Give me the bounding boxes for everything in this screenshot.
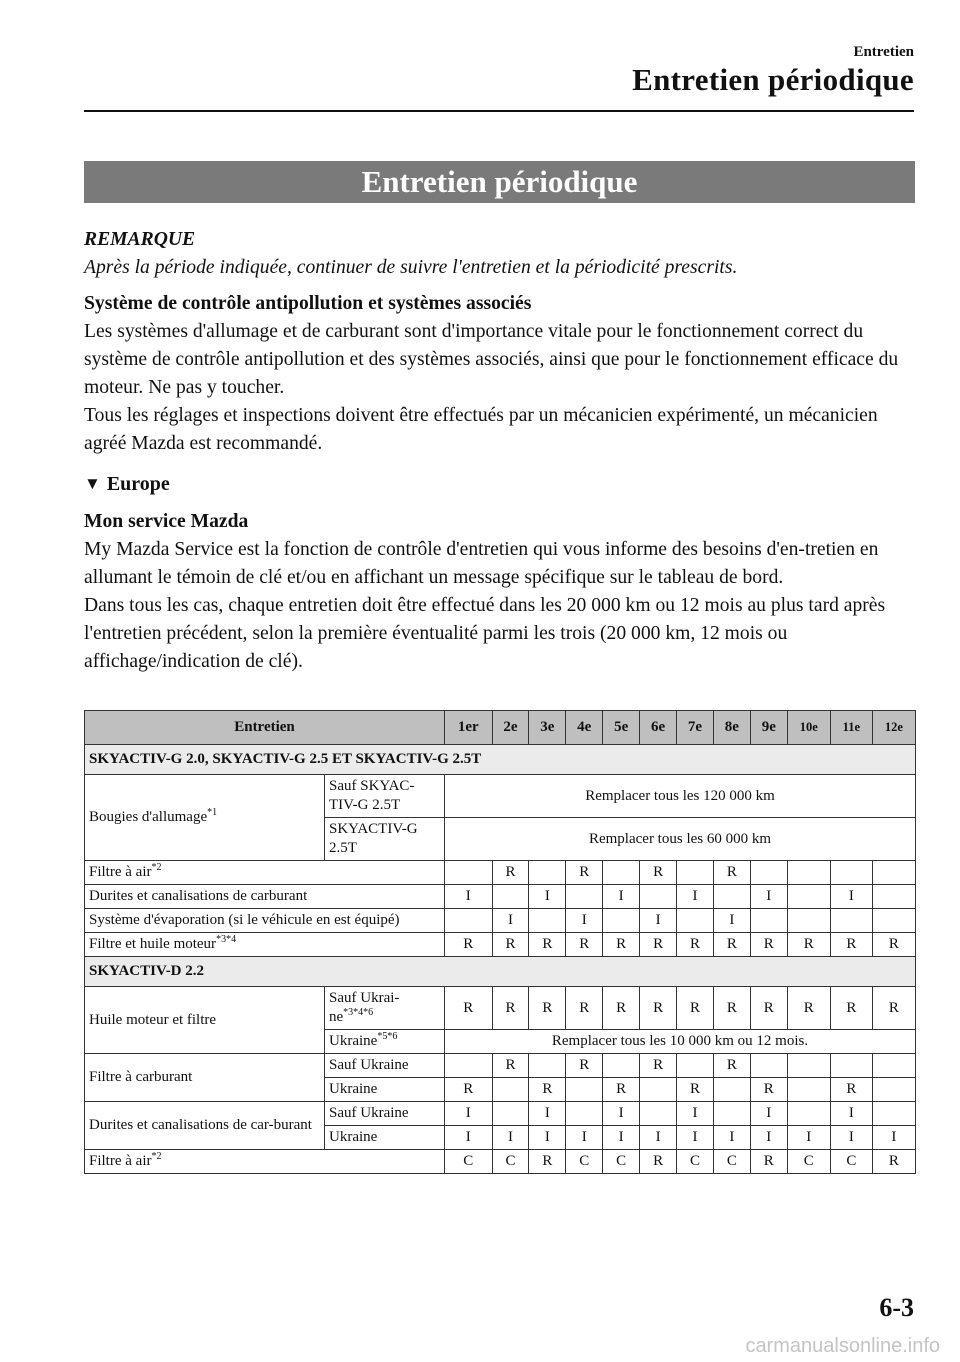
table-header-row xyxy=(85,711,916,745)
interval-cell: R xyxy=(640,1150,677,1174)
item-cell xyxy=(85,861,445,885)
interval-cell xyxy=(750,1054,787,1078)
table-header-interval: 2e xyxy=(492,711,529,745)
interval-cell: I xyxy=(677,1102,714,1126)
interval-cell: R xyxy=(677,933,714,957)
table-header-interval: 7e xyxy=(677,711,714,745)
interval-cell xyxy=(677,909,714,933)
item-cell xyxy=(85,909,445,933)
table-row xyxy=(85,987,916,1030)
interval-cell xyxy=(787,1054,830,1078)
interval-cell xyxy=(529,909,566,933)
table-row xyxy=(85,933,916,957)
interval-cell: R xyxy=(830,987,872,1030)
footnote-ref: *5*6 xyxy=(377,1031,398,1042)
interval-cell: R xyxy=(445,1078,493,1102)
interval-cell: I xyxy=(677,885,714,909)
interval-cell: R xyxy=(603,987,640,1030)
interval-cell: I xyxy=(492,909,529,933)
interval-cell: C xyxy=(492,1150,529,1174)
cell-label: Filtre à air xyxy=(89,864,152,880)
cell-label: Sauf SKYAC-TIV-G 2.5T xyxy=(329,778,415,813)
interval-cell xyxy=(713,1102,750,1126)
interval-cell: R xyxy=(445,933,493,957)
interval-cell: I xyxy=(872,1126,915,1150)
interval-cell xyxy=(566,1078,603,1102)
table-header-interval: 5e xyxy=(603,711,640,745)
table-section-row xyxy=(85,745,916,775)
table-row xyxy=(85,1150,916,1174)
variant-cell xyxy=(325,1030,445,1054)
interval-cell xyxy=(830,909,872,933)
interval-cell: R xyxy=(492,987,529,1030)
mazda-service-title: Mon service Mazda xyxy=(84,511,249,532)
cell-label: Sauf Ukrai-ne xyxy=(329,990,400,1025)
table-row xyxy=(85,1102,916,1126)
header-rule xyxy=(84,110,914,112)
variant-cell xyxy=(325,1078,445,1102)
interval-cell xyxy=(677,1054,714,1078)
table-header-interval: 1er xyxy=(445,711,493,745)
section-title: SKYACTIV-D 2.2 xyxy=(85,957,916,987)
interval-cell: I xyxy=(445,885,493,909)
interval-cell xyxy=(787,861,830,885)
cell-label: SKYACTIV-G 2.5T xyxy=(329,821,418,856)
footnote-ref: *2 xyxy=(151,862,162,873)
table-header-entretien: Entretien xyxy=(85,711,445,745)
interval-cell: I xyxy=(640,1126,677,1150)
interval-cell: R xyxy=(640,1054,677,1078)
cell-label: Ukraine xyxy=(329,1129,378,1145)
item-cell xyxy=(85,1054,325,1102)
interval-cell xyxy=(603,861,640,885)
variant-cell xyxy=(325,818,445,861)
interval-cell: I xyxy=(750,885,787,909)
interval-cell: R xyxy=(566,933,603,957)
interval-cell: R xyxy=(492,861,529,885)
emission-paragraph-2: Tous les réglages et inspections doivent être effectués par un mécanicien expérimenté, un mécanicien agréé Mazda est recommandé. xyxy=(84,405,878,454)
interval-cell: R xyxy=(872,933,915,957)
interval-cell: I xyxy=(492,1126,529,1150)
interval-cell: R xyxy=(529,1078,566,1102)
variant-cell xyxy=(325,1054,445,1078)
interval-cell: I xyxy=(713,909,750,933)
cell-label: Durites et canalisations de carburant xyxy=(89,888,308,904)
interval-cell: R xyxy=(750,1150,787,1174)
interval-cell xyxy=(713,1078,750,1102)
interval-cell: I xyxy=(750,1126,787,1150)
table-row xyxy=(85,885,916,909)
table-header-interval: 8e xyxy=(713,711,750,745)
interval-cell: R xyxy=(603,933,640,957)
interval-cell xyxy=(603,909,640,933)
interval-cell xyxy=(566,1102,603,1126)
interval-cell: I xyxy=(713,1126,750,1150)
interval-cell xyxy=(750,909,787,933)
page-number: 6-3 xyxy=(879,1293,914,1322)
interval-cell: C xyxy=(787,1150,830,1174)
table-row xyxy=(85,861,916,885)
interval-cell xyxy=(872,861,915,885)
interval-cell: R xyxy=(640,987,677,1030)
interval-cell xyxy=(872,885,915,909)
interval-cell xyxy=(830,1054,872,1078)
interval-cell: I xyxy=(529,1102,566,1126)
interval-cell: I xyxy=(603,885,640,909)
interval-cell xyxy=(872,909,915,933)
interval-cell: R xyxy=(750,987,787,1030)
interval-cell: I xyxy=(445,1126,493,1150)
interval-cell: R xyxy=(566,1054,603,1078)
interval-cell: I xyxy=(830,1126,872,1150)
cell-label: Durites et canalisations de car-burant xyxy=(89,1117,312,1133)
interval-cell: R xyxy=(492,933,529,957)
interval-cell: I xyxy=(830,885,872,909)
interval-cell: R xyxy=(713,933,750,957)
interval-cell xyxy=(640,1078,677,1102)
table-body xyxy=(85,745,916,1174)
interval-cell: C xyxy=(677,1150,714,1174)
table-row xyxy=(85,775,916,818)
table-header-interval: 9e xyxy=(750,711,787,745)
interval-cell xyxy=(640,1102,677,1126)
interval-cell: I xyxy=(750,1102,787,1126)
interval-cell: C xyxy=(830,1150,872,1174)
interval-cell xyxy=(492,885,529,909)
interval-cell: R xyxy=(603,1078,640,1102)
interval-cell xyxy=(677,861,714,885)
table-header-interval: 10e xyxy=(787,711,830,745)
interval-cell: C xyxy=(445,1150,493,1174)
remark-title: REMARQUE xyxy=(84,229,196,250)
interval-cell: R xyxy=(713,987,750,1030)
interval-cell: I xyxy=(566,909,603,933)
europe-heading xyxy=(84,470,915,498)
interval-cell: I xyxy=(603,1102,640,1126)
interval-cell: R xyxy=(529,987,566,1030)
watermark: carmanualsonline.info xyxy=(745,1335,940,1357)
interval-cell: R xyxy=(677,987,714,1030)
section-title: SKYACTIV-G 2.0, SKYACTIV-G 2.5 ET SKYACTIV-G 2.5T xyxy=(85,745,916,775)
interval-cell xyxy=(787,885,830,909)
interval-cell: R xyxy=(830,933,872,957)
variant-cell xyxy=(325,1126,445,1150)
cell-label: Ukraine xyxy=(329,1033,378,1049)
span-cell: Remplacer tous les 120 000 km xyxy=(445,775,916,818)
item-cell xyxy=(85,1150,445,1174)
header-title: Entretien périodique xyxy=(632,62,914,97)
mazda-service-paragraph-2: Dans tous les cas, chaque entretien doit être effectué dans les 20 000 km ou 12 mois au plus tard après l'entretien précédent, selon la première éventualité parmi les trois (20 000 km, 12 mois ou affichage/indication de clé). xyxy=(84,595,886,672)
interval-cell: I xyxy=(529,1126,566,1150)
cell-label: Sauf Ukraine xyxy=(329,1105,409,1121)
span-cell: Remplacer tous les 10 000 km ou 12 mois. xyxy=(445,1030,916,1054)
interval-cell: R xyxy=(566,987,603,1030)
interval-cell xyxy=(750,861,787,885)
interval-cell: R xyxy=(713,861,750,885)
table-header-interval: 3e xyxy=(529,711,566,745)
interval-cell xyxy=(787,1102,830,1126)
interval-cell xyxy=(445,1054,493,1078)
item-cell xyxy=(85,933,445,957)
cell-label: Filtre à carburant xyxy=(89,1069,193,1085)
footnote-ref: *1 xyxy=(207,807,218,818)
table-header-interval: 4e xyxy=(566,711,603,745)
cell-label: Ukraine xyxy=(329,1081,378,1097)
interval-cell: I xyxy=(787,1126,830,1150)
interval-cell xyxy=(787,1078,830,1102)
interval-cell xyxy=(445,861,493,885)
interval-cell xyxy=(872,1102,915,1126)
interval-cell: R xyxy=(640,861,677,885)
interval-cell: C xyxy=(603,1150,640,1174)
interval-cell xyxy=(872,1078,915,1102)
table-row xyxy=(85,909,916,933)
variant-cell xyxy=(325,775,445,818)
triangle-down-icon: ▼ xyxy=(84,474,101,493)
interval-cell xyxy=(492,1078,529,1102)
table-header-interval: 11e xyxy=(830,711,872,745)
interval-cell xyxy=(640,885,677,909)
interval-cell: R xyxy=(713,1054,750,1078)
interval-cell: R xyxy=(787,933,830,957)
table-row xyxy=(85,1054,916,1078)
remark-text: Après la période indiquée, continuer de suivre l'entretien et la périodicité prescrits. xyxy=(84,257,738,278)
footnote-ref: *3*4*6 xyxy=(343,1007,374,1018)
section-banner: Entretien périodique xyxy=(84,161,915,203)
table-header-interval: 12e xyxy=(872,711,915,745)
interval-cell: I xyxy=(830,1102,872,1126)
interval-cell: R xyxy=(750,1078,787,1102)
cell-label: Huile moteur et filtre xyxy=(89,1011,217,1028)
interval-cell: I xyxy=(677,1126,714,1150)
cell-label: Filtre et huile moteur xyxy=(89,936,217,952)
emission-paragraph-1: Les systèmes d'allumage et de carburant sont d'importance vitale pour le fonctionnement correct du système de contrôle antipollution et des systèmes associés, ainsi que pour le fonctionnement efficace du moteur. Ne pas y toucher. xyxy=(84,321,899,398)
interval-cell: R xyxy=(529,1150,566,1174)
footnote-ref: *2 xyxy=(151,1151,162,1162)
interval-cell: I xyxy=(529,885,566,909)
europe-label: Europe xyxy=(106,473,170,495)
item-cell xyxy=(85,885,445,909)
cell-label: Filtre à air xyxy=(89,1153,152,1169)
interval-cell xyxy=(492,1102,529,1126)
interval-cell: I xyxy=(603,1126,640,1150)
interval-cell xyxy=(529,861,566,885)
interval-cell: R xyxy=(872,987,915,1030)
interval-cell: R xyxy=(787,987,830,1030)
table-section-row xyxy=(85,957,916,987)
cell-label: Bougies d'allumage xyxy=(89,809,208,825)
cell-label: Sauf Ukraine xyxy=(329,1057,409,1073)
interval-cell: R xyxy=(677,1078,714,1102)
item-cell xyxy=(85,987,325,1054)
variant-cell xyxy=(325,1102,445,1126)
interval-cell: I xyxy=(566,1126,603,1150)
interval-cell: I xyxy=(640,909,677,933)
interval-cell xyxy=(872,1054,915,1078)
footnote-ref: *3*4 xyxy=(216,934,237,945)
interval-cell xyxy=(529,1054,566,1078)
interval-cell: C xyxy=(713,1150,750,1174)
interval-cell: R xyxy=(492,1054,529,1078)
interval-cell: R xyxy=(640,933,677,957)
interval-cell: R xyxy=(529,933,566,957)
interval-cell: C xyxy=(566,1150,603,1174)
interval-cell: I xyxy=(445,1102,493,1126)
interval-cell xyxy=(445,909,493,933)
header-section: Entretien xyxy=(853,44,914,60)
cell-label: Système d'évaporation (si le véhicule en est équipé) xyxy=(89,912,400,928)
interval-cell xyxy=(713,885,750,909)
interval-cell xyxy=(603,1054,640,1078)
variant-cell xyxy=(325,987,445,1030)
interval-cell: R xyxy=(830,1078,872,1102)
interval-cell: R xyxy=(872,1150,915,1174)
interval-cell xyxy=(787,909,830,933)
table-header-interval: 6e xyxy=(640,711,677,745)
span-cell: Remplacer tous les 60 000 km xyxy=(445,818,916,861)
content xyxy=(84,226,915,676)
item-cell xyxy=(85,1102,325,1150)
item-cell xyxy=(85,775,325,861)
emission-title: Système de contrôle antipollution et systèmes associés xyxy=(84,293,532,314)
maintenance-table xyxy=(84,710,916,1174)
interval-cell: R xyxy=(566,861,603,885)
interval-cell xyxy=(566,885,603,909)
interval-cell: R xyxy=(445,987,493,1030)
interval-cell: R xyxy=(750,933,787,957)
interval-cell xyxy=(830,861,872,885)
mazda-service-paragraph-1: My Mazda Service est la fonction de contrôle d'entretien qui vous informe des besoins d'en-tretien en allumant le témoin de clé et/ou en affichant un message spécifique sur le tableau de bord. xyxy=(84,539,879,588)
